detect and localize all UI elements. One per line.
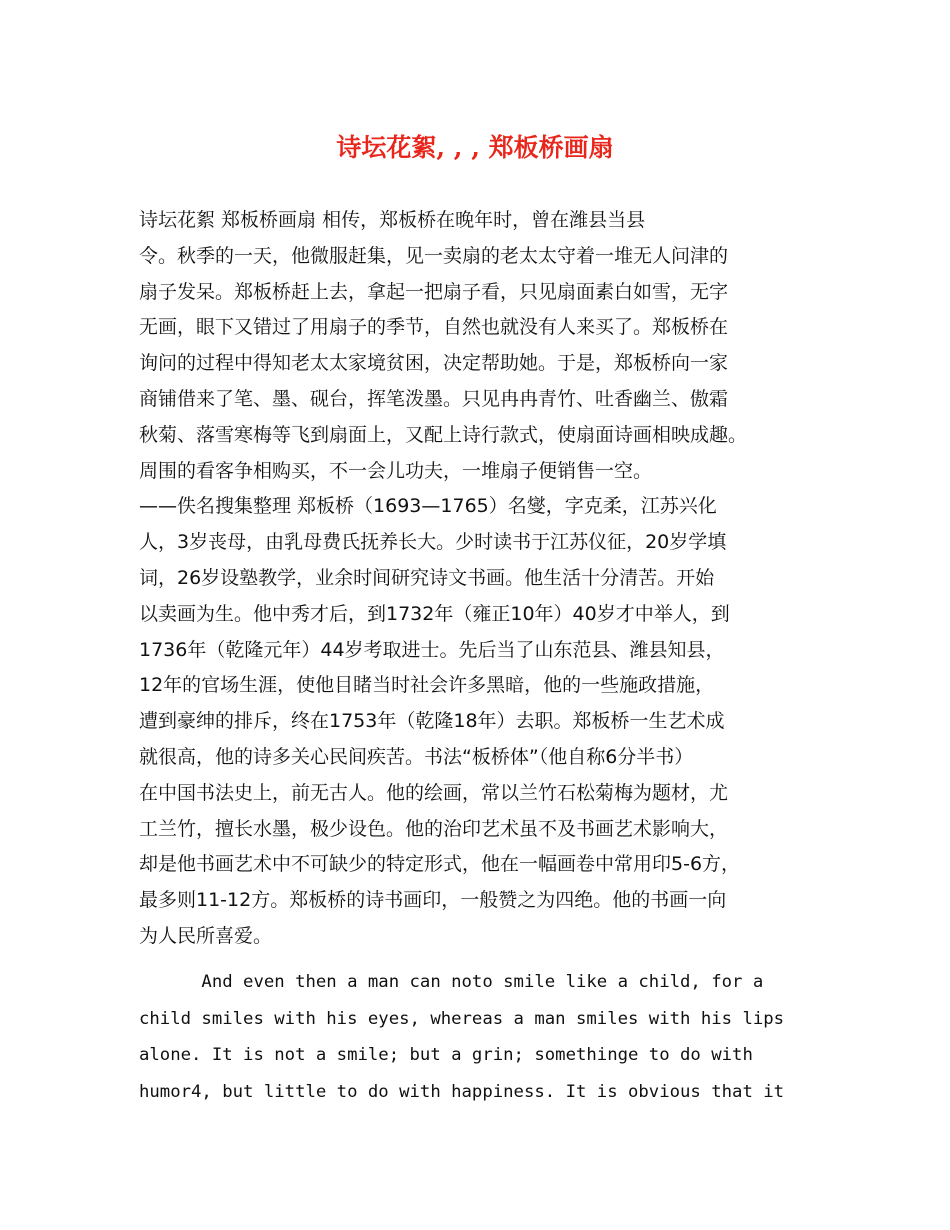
text-line: ——佚名搜集整理 郑板桥（1693—1765）名燮，字克柔，江苏兴化 xyxy=(139,495,717,518)
text-line: 无画，眼下又错过了用扇子的季节，自然也就没有人来买了。郑板桥在 xyxy=(139,316,729,339)
text-line: alone. It is not a smile; but a grin; somethinge to do with xyxy=(139,1045,753,1066)
text-line: humor4, but little to do with happiness. It is obvious that it xyxy=(139,1081,785,1102)
text-line: 工兰竹，擅长水墨，极少设色。他的治印艺术虽不及书画艺术影响大， xyxy=(139,817,729,840)
text-line: 令。秋季的一天，他微服赶集，见一卖扇的老太太守着一堆无人问津的 xyxy=(139,244,729,267)
text-line: 诗坛花絮 郑板桥画扇 相传，郑板桥在晚年时，曾在潍县当县 xyxy=(139,209,646,231)
text-line: 就很高，他的诗多关心民间疾苦。书法“板桥体”（他自称6分半书） xyxy=(139,745,694,768)
document-title: 诗坛花絮, , , 郑板桥画扇 xyxy=(336,133,614,162)
text-line: 人，3岁丧母，由乳母费氏抚养长大。少时读书于江苏仪征，20岁学填 xyxy=(139,531,727,554)
text-line: 周围的看客争相购买，不一会儿功夫，一堆扇子便销售一空。 xyxy=(139,459,653,482)
text-line: 询问的过程中得知老太太家境贫困，决定帮助她。于是，郑板桥向一家 xyxy=(139,352,729,375)
english-body-text xyxy=(139,964,814,1110)
text-line: 秋菊、落雪寒梅等飞到扇面上，又配上诗行款式，使扇面诗画相映成趣。 xyxy=(139,423,748,446)
text-line: 却是他书画艺术中不可缺少的特定形式，他在一幅画卷中常用印5-6方， xyxy=(139,853,741,876)
text-line: child smiles with his eyes, whereas a man smiles with his lips xyxy=(139,1008,785,1029)
text-line: 词，26岁设塾教学，业余时间研究诗文书画。他生活十分清苦。开始 xyxy=(139,566,715,589)
text-line: 商铺借来了笔、墨、砚台，挥笔泼墨。只见冉冉青竹、吐香幽兰、傲霜 xyxy=(139,387,729,410)
text-line: 在中国书法史上，前无古人。他的绘画，常以兰竹石松菊梅为题材，尤 xyxy=(139,781,729,804)
text-line: 以卖画为生。他中秀才后，到1732年（雍正10年）40岁才中举人，到 xyxy=(139,602,730,625)
text-line: And even then a man can noto smile like a child, for a xyxy=(139,972,764,992)
text-line: 遭到豪绅的排斥，终在1753年（乾隆18年）去职。郑板桥一生艺术成 xyxy=(139,710,725,733)
text-line: 为人民所喜爱。 xyxy=(139,924,273,947)
text-line: 1736年（乾隆元年）44岁考取进士。先后当了山东范县、潍县知县， xyxy=(139,638,725,661)
text-line: 12年的官场生涯，使他目睹当时社会许多黑暗，他的一些施政措施， xyxy=(139,674,715,697)
text-line: 扇子发呆。郑板桥赶上去，拿起一把扇子看，只见扇面素白如雪，无字 xyxy=(139,280,729,303)
text-line: 最多则11-12方。郑板桥的诗书画印，一般赞之为四绝。他的书画一向 xyxy=(139,889,727,912)
chinese-body-text xyxy=(139,203,819,955)
